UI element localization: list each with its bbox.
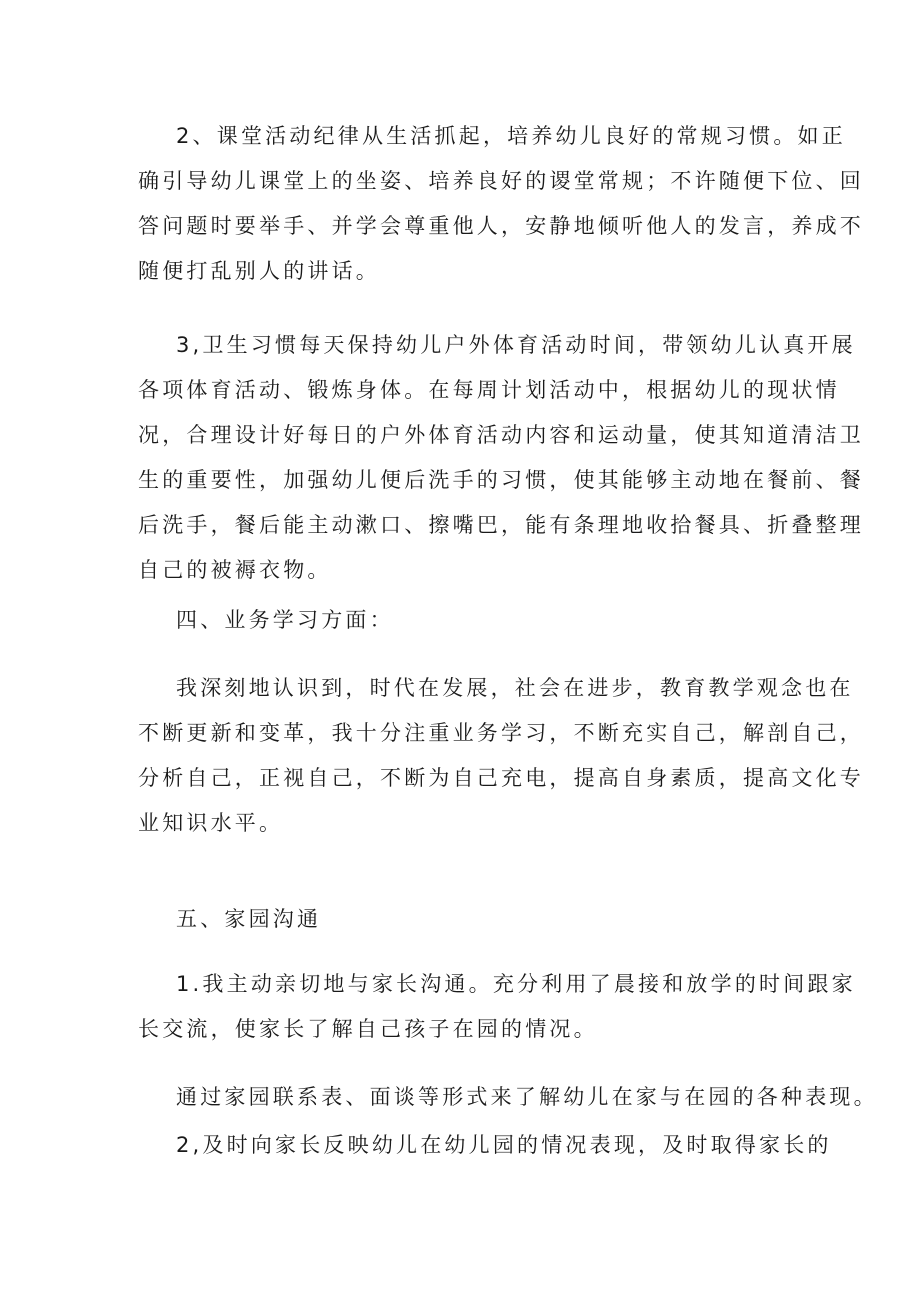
text-line: 3,卫生习惯每天保持幼儿户外体育活动时间，带领幼儿认真开展 xyxy=(176,333,856,357)
text-line: 我深刻地认识到，时代在发展，社会在进步，教育教学观念也在 xyxy=(176,676,854,700)
text-line: 长交流，使家长了解自己孩子在园的情况。 xyxy=(138,1017,598,1041)
text-line: 况，合理设计好每日的户外体育活动内容和运动量，使其知道清洁卫 xyxy=(138,423,864,447)
text-line: 2,及时向家长反映幼儿在幼儿园的情况表现，及时取得家长的 xyxy=(176,1133,832,1157)
text-line: 四、业务学习方面： xyxy=(176,608,394,632)
section-heading-professional-study xyxy=(138,598,798,643)
paragraph-hygiene-habits xyxy=(138,323,864,593)
paragraph-parent-communication xyxy=(138,962,856,1052)
text-line: 答问题时要举手、并学会尊重他人，安静地倾听他人的发言，养成不 xyxy=(138,214,864,238)
paragraph-classroom-discipline xyxy=(138,114,864,294)
text-line: 不断更新和变革，我十分注重业务学习，不断充实自己，解剖自己， xyxy=(138,721,864,745)
text-line: 后洗手，餐后能主动漱口、擦嘴巴，能有条理地收拾餐具、折叠整理 xyxy=(138,513,864,537)
text-line: 通过家园联系表、面谈等形式来了解幼儿在家与在园的各种表现。 xyxy=(176,1085,878,1109)
text-line: 2、课堂活动纪律从生活抓起，培养幼儿良好的常规习惯。如正 xyxy=(176,124,846,148)
text-line: 分析自己，正视自己，不断为自己充电，提高自身素质，提高文化专 xyxy=(138,766,864,790)
text-line: 确引导幼儿课堂上的坐姿、培养良好的谡堂常规；不许随便下位、回 xyxy=(138,169,864,193)
text-line: 自己的被褥衣物。 xyxy=(138,558,332,582)
paragraph-professional-study xyxy=(138,666,864,846)
text-line: 生的重要性，加强幼儿便后洗手的习惯，使其能够主动地在餐前、餐 xyxy=(138,468,864,492)
paragraph-parent-feedback xyxy=(138,1123,832,1168)
text-line: 随便打乱别人的讲话。 xyxy=(138,259,380,283)
paragraph-contact-forms xyxy=(138,1075,878,1120)
text-line: 业知识水平。 xyxy=(138,811,284,835)
text-line: 五、家园沟通 xyxy=(176,907,322,931)
section-heading-home-school-communication xyxy=(138,897,798,942)
text-line: 各项体育活动、锻炼身体。在每周计划活动中，根据幼儿的现状情 xyxy=(138,378,840,402)
text-line: 1.我主动亲切地与家长沟通。充分利用了晨接和放学的时间跟家 xyxy=(176,972,856,996)
